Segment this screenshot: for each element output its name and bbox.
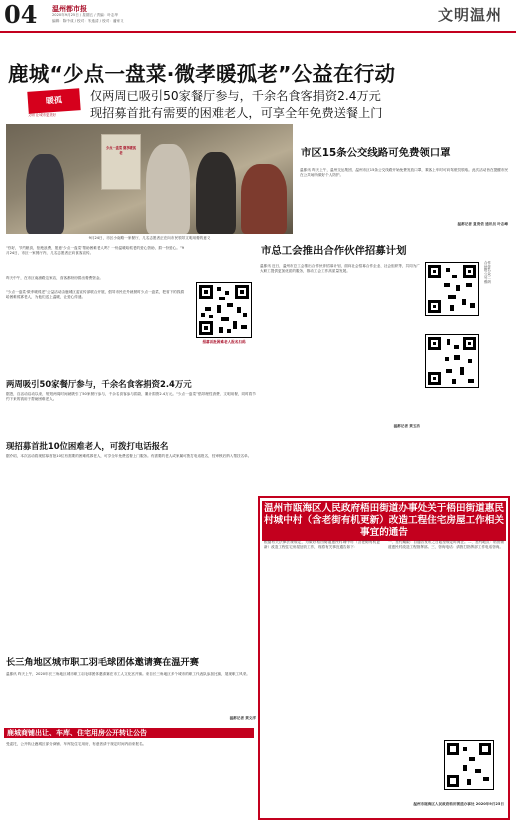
masthead <box>0 0 516 34</box>
qr-code-pattern <box>197 283 251 337</box>
main-headline: 鹿城“少点一盘菜·微孝暖孤老”公益在行动 <box>8 62 396 86</box>
campaign-logo-caption: 文明 让城市更美好 <box>28 113 57 117</box>
paper-editors: 编辑：陈中成 / 校对：朱逸清 / 校对：潘家义 <box>52 19 124 23</box>
person-figure <box>241 164 287 234</box>
notice-paragraph: 一、签约期限：自通告发布之日起至规定时间止。二、签约地点：梧田街道惠民村改造工程指挥部。三、咨询电话：请拨打指挥部工作电话咨询。 <box>388 540 504 550</box>
qr-code-pattern <box>426 263 478 315</box>
section-name: 文明温州 <box>437 6 502 24</box>
subheadline-1: 仅两周已吸引50家餐厅参与，千余名食客捐资2.4万元 <box>90 89 381 103</box>
qr-caption: 招募首批困难老人报名扫码 <box>202 340 246 344</box>
lead-paragraph: “少点一盘菜·微孝暖孤老”公益活动由鹿城区委宣传部联合开展，倡导市民在外就餐时少点一盘菜，把省下的钱捐给困难孤寡老人，为他们送上温暖，让爱心传递。 <box>6 290 184 300</box>
notice-footer: 温州市瓯海区人民政府梧田街道办事处 2020年9月25日 <box>413 802 504 806</box>
photo-sign-text: 少点一盘菜 微孝暖孤老 <box>106 146 136 155</box>
section-heading: 市总工会推出合作伙伴招募计划 <box>261 245 407 257</box>
news-photo <box>6 124 293 234</box>
lead-paragraph: “你好，节约粮食，拒绝浪费，愿意‘少点一盘菜’帮助困难老人吗？一份温暖给孤老的爱心资助，捐一份爱心。”9月24日，市区一家餐厅内，几名志愿者正向食客宣传。 <box>6 246 184 256</box>
person-figure <box>26 154 64 234</box>
body-text: 据介绍，本次活动将现招募首批10位有需要的困难孤寡老人，可享全年免费送餐上门服务。有需要的老人或家属可拨打电话报名，经审核后纳入帮扶名单。 <box>6 454 252 458</box>
notice-body <box>264 540 504 814</box>
byline: 温都记者 夏贵依 通讯员 叶志峰 <box>457 222 508 226</box>
qr-code-pattern <box>445 741 493 789</box>
photo-sign <box>101 134 141 190</box>
qr-code[interactable] <box>425 262 479 316</box>
qr-code-pattern <box>426 335 478 387</box>
body-text: 温都讯 昨天上午，2020年长三角地区城市职工羽毛球团体邀请赛在市工人文化宫开赛。来自长三角地区多个城市的职工代表队参加比赛，展现职工风采。 <box>6 672 250 676</box>
photo-caption: 9月24日，市区小南路一家餐厅，几名志愿者正在向市民领导文明用餐的意义 <box>88 236 211 240</box>
body-text: 温都讯 昨天上午，温州交运集团、温州市区15条公交线路开始免费发放口罩，乘客上车时可向驾驶员领取。此次活动旨在提醒市民在公共场所做好个人防护。 <box>300 168 508 178</box>
byline: 温都记者 黄文洋 <box>229 716 256 720</box>
notice-paragraph: 根据有关法律法规规定，为做好梧田街道惠民村城中村（含老街有机更新）改造工程住宅房屋征收工作，现将有关事宜通告如下： <box>264 540 380 550</box>
person-figure <box>146 144 190 234</box>
ad-body: 受委托，公开转让鹿城区部分商铺、车库及住宅用房，有意者请于规定时间内前来报名。 <box>6 742 147 746</box>
qr-code[interactable] <box>196 282 252 338</box>
section-heading: 现招募首批10位困难老人，可拨打电话报名 <box>6 441 169 451</box>
page-number: 04 <box>4 0 38 29</box>
section-heading: 两周吸引50家餐厅参与，千余名食客捐资2.4万元 <box>6 379 192 389</box>
body-text: 温都讯 近日，温州市总工会推出合作伙伴招募计划，面向社会招募合作企业、社会组织等，共同为广大职工提供更加优质的服务，推动工会工作高质量发展。 <box>260 264 420 274</box>
section-heading: 长三角地区城市职工羽毛球团体邀请赛在温开赛 <box>6 657 199 668</box>
paper-date: 2020年9月25日 / 星期五 / 责编：叶志华 <box>52 13 119 17</box>
body-text: 据悉，自活动启动以来，短短两周时间就吸引了50家餐厅参与，千余名食客参与捐款，累计捐资2.4万元。“少点一盘菜”倡导理性消费、文明用餐，同时将节约下来的钱用于帮助困难老人。 <box>6 392 256 402</box>
paper-name: 温州都市报 <box>52 5 87 13</box>
qr-code[interactable] <box>444 740 494 790</box>
subheadline-2: 现招募首批有需要的困难老人，可享全年免费送餐上门 <box>90 106 383 120</box>
byline: 温都记者 黄玉洁 <box>393 424 420 428</box>
header-rule <box>0 31 516 33</box>
qr-code[interactable] <box>425 334 479 388</box>
notice-title: 温州市瓯海区人民政府梧田街道办事处关于梧田街道惠民村城中村（含老街有机更新）改造工程住宅房屋工作相关事宜的通告 <box>262 501 506 541</box>
person-figure <box>196 152 236 234</box>
section-heading: 市区15条公交线路可免费领口罩 <box>301 147 451 159</box>
ad-title: 鹿城商铺出让、车库、住宅用房公开转让公告 <box>4 728 254 738</box>
qr-caption: 合作伙伴报名公众号二维码 <box>484 261 491 284</box>
lead-paragraph: 昨天中午，在市区南浦路这家店，食客都纷纷捐出餐费资金。 <box>6 276 104 280</box>
campaign-logo: 暖孤 <box>27 88 80 114</box>
